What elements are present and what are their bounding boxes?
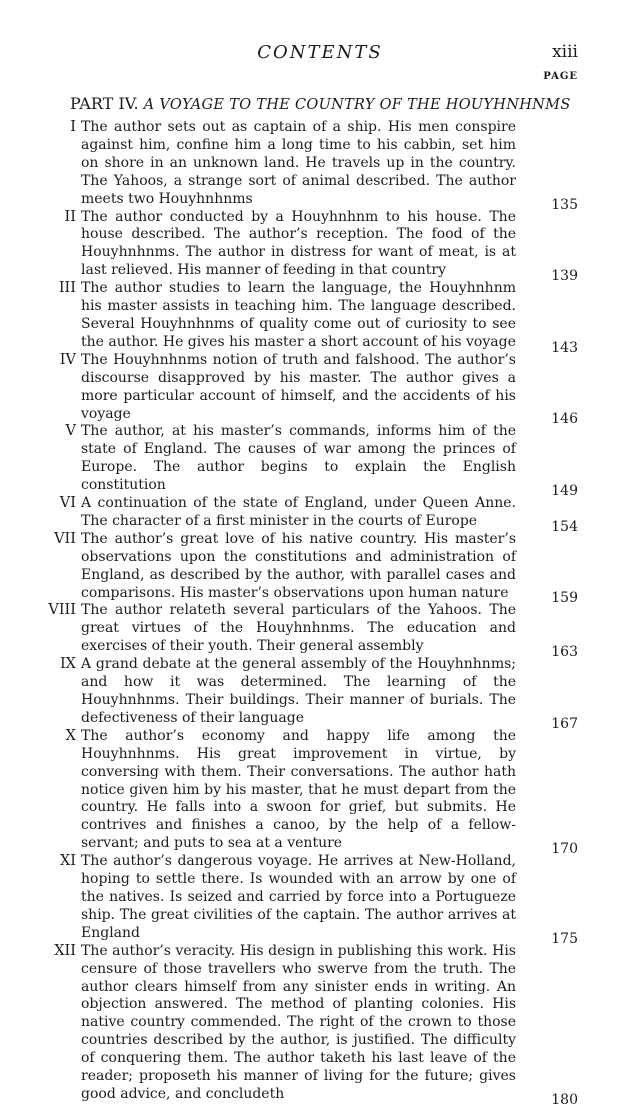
chapter-entry — [0, 942, 640, 1108]
chapter-numeral: I — [70, 119, 76, 135]
chapter-summary: The Houyhnhnms notion of truth and falshood. The author’s discourse disapproved by his master. The author gives a more particular account of himself, and the accidents of his voyage — [81, 351, 516, 422]
chapter-numeral: VII — [54, 530, 76, 547]
chapter-entry — [0, 530, 640, 607]
page-column-label: PAGE — [543, 71, 578, 82]
chapter-page-number: 135 — [551, 196, 578, 213]
chapter-page-number: 167 — [551, 715, 578, 732]
chapter-entry — [0, 423, 640, 500]
chapter-numeral: III — [58, 280, 76, 297]
chapter-numeral: XII — [54, 942, 76, 959]
chapter-summary: The author’s great love of his native country. His master’s observations upon the constitutions and administration of England, as described by the author, with parallel cases and comparisons. His master’s observations upon human nature — [81, 530, 516, 601]
chapter-numeral: V — [65, 423, 76, 440]
chapter-numeral: IX — [59, 656, 76, 673]
part-heading — [70, 94, 571, 113]
chapter-page-number: 149 — [551, 483, 578, 500]
chapter-numeral: II — [64, 208, 76, 225]
chapter-summary: A grand debate at the general assembly of the Houyhnhnms; and how it was determined. The learning of the Houyhnhnms. Their buildings. Their manner of burials. The defectiveness of their language — [81, 656, 516, 726]
chapter-entry — [0, 727, 640, 858]
chapter-summary: The author studies to learn the language, the Houyhnhnm his master assists in teaching him. The language described. Several Houyhnhnms of quality come out of curiosity to see the author. He gives his master a short account of his voyage — [81, 280, 516, 350]
chapter-numeral: X — [65, 727, 76, 744]
chapter-page-number: 159 — [551, 590, 578, 607]
chapter-entry — [0, 656, 640, 732]
chapter-page-number: 163 — [551, 644, 578, 661]
chapter-list — [0, 119, 640, 1108]
chapter-summary: The author’s dangerous voyage. He arrives at New-Holland, hoping to settle there. Is wounded with an arrow by one of the natives. Is seized and carried by force into a Portugueze ship. The great civilities of the captain. The author arrives at England — [81, 853, 516, 941]
part-title: A VOYAGE TO THE COUNTRY OF THE HOUYHNHNMS — [143, 97, 571, 113]
page-number: xiii — [552, 42, 578, 62]
chapter-numeral: IV — [59, 351, 76, 368]
running-title: CONTENTS — [257, 42, 383, 63]
chapter-numeral: VI — [59, 495, 76, 512]
chapter-summary: The author, at his master’s commands, informs him of the state of England. The causes of war among the princes of Europe. The author begins to explain the English constitution — [81, 423, 516, 494]
chapter-entry — [0, 853, 640, 947]
chapter-page-number: 175 — [551, 930, 578, 947]
chapter-summary: The author’s economy and happy life among the Houyhnhnms. His great improvement in virtue, by conversing with them. Their conversations. The author hath notice given him by his master, that he must depart from the country. He falls into a swoon for grief, but submits. He contrives and finishes a canoo, by the help of a fellow-servant; and puts to sea at a venture — [81, 727, 516, 852]
chapter-page-number: 170 — [551, 841, 578, 858]
chapter-page-number: 146 — [551, 411, 578, 428]
chapter-numeral: VIII — [48, 602, 76, 619]
chapter-entry — [0, 280, 640, 356]
chapter-summary: The author relateth several particulars of the Yahoos. The great virtues of the Houyhnhnms. The education and exercises of their youth. Their general assembly — [81, 602, 516, 655]
chapter-entry — [0, 119, 640, 213]
chapter-entry — [0, 208, 640, 285]
chapter-entry — [0, 351, 640, 428]
chapter-summary: The author sets out as captain of a ship. His men conspire against him, confine him a long time to his cabbin, set him on shore in an unknown land. He travels up in the country. The Yahoos, a strange sort of animal described. The author meets two Houyhnhnms — [81, 119, 516, 207]
part-label: PART IV. — [70, 94, 139, 113]
chapter-page-number: 154 — [551, 518, 578, 535]
chapter-page-number: 143 — [551, 339, 578, 356]
chapter-numeral: XI — [59, 853, 76, 870]
chapter-entry — [0, 495, 640, 535]
chapter-summary: A continuation of the state of England, under Queen Anne. The character of a first minister in the courts of Europe — [81, 495, 516, 529]
chapter-page-number: 139 — [551, 268, 578, 285]
chapter-page-number: 180 — [551, 1091, 578, 1108]
chapter-summary: The author’s veracity. His design in publishing this work. His censure of those travellers who swerve from the truth. The author clears himself from any sinister ends in writing. An objection answered. The method of planting colonies. His native country commended. The right of the crown to those countries described by the author, is justified. The difficulty of conquering them. The author taketh his last leave of the reader; proposeth his manner of living for the future; gives good advice, and concludeth — [81, 942, 516, 1102]
chapter-entry — [0, 602, 640, 661]
chapter-summary: The author conducted by a Houyhnhnm to his house. The house described. The author’s reception. The food of the Houyhnhnms. The author in distress for want of meat, is at last relieved. His manner of feeding in that country — [81, 208, 516, 279]
